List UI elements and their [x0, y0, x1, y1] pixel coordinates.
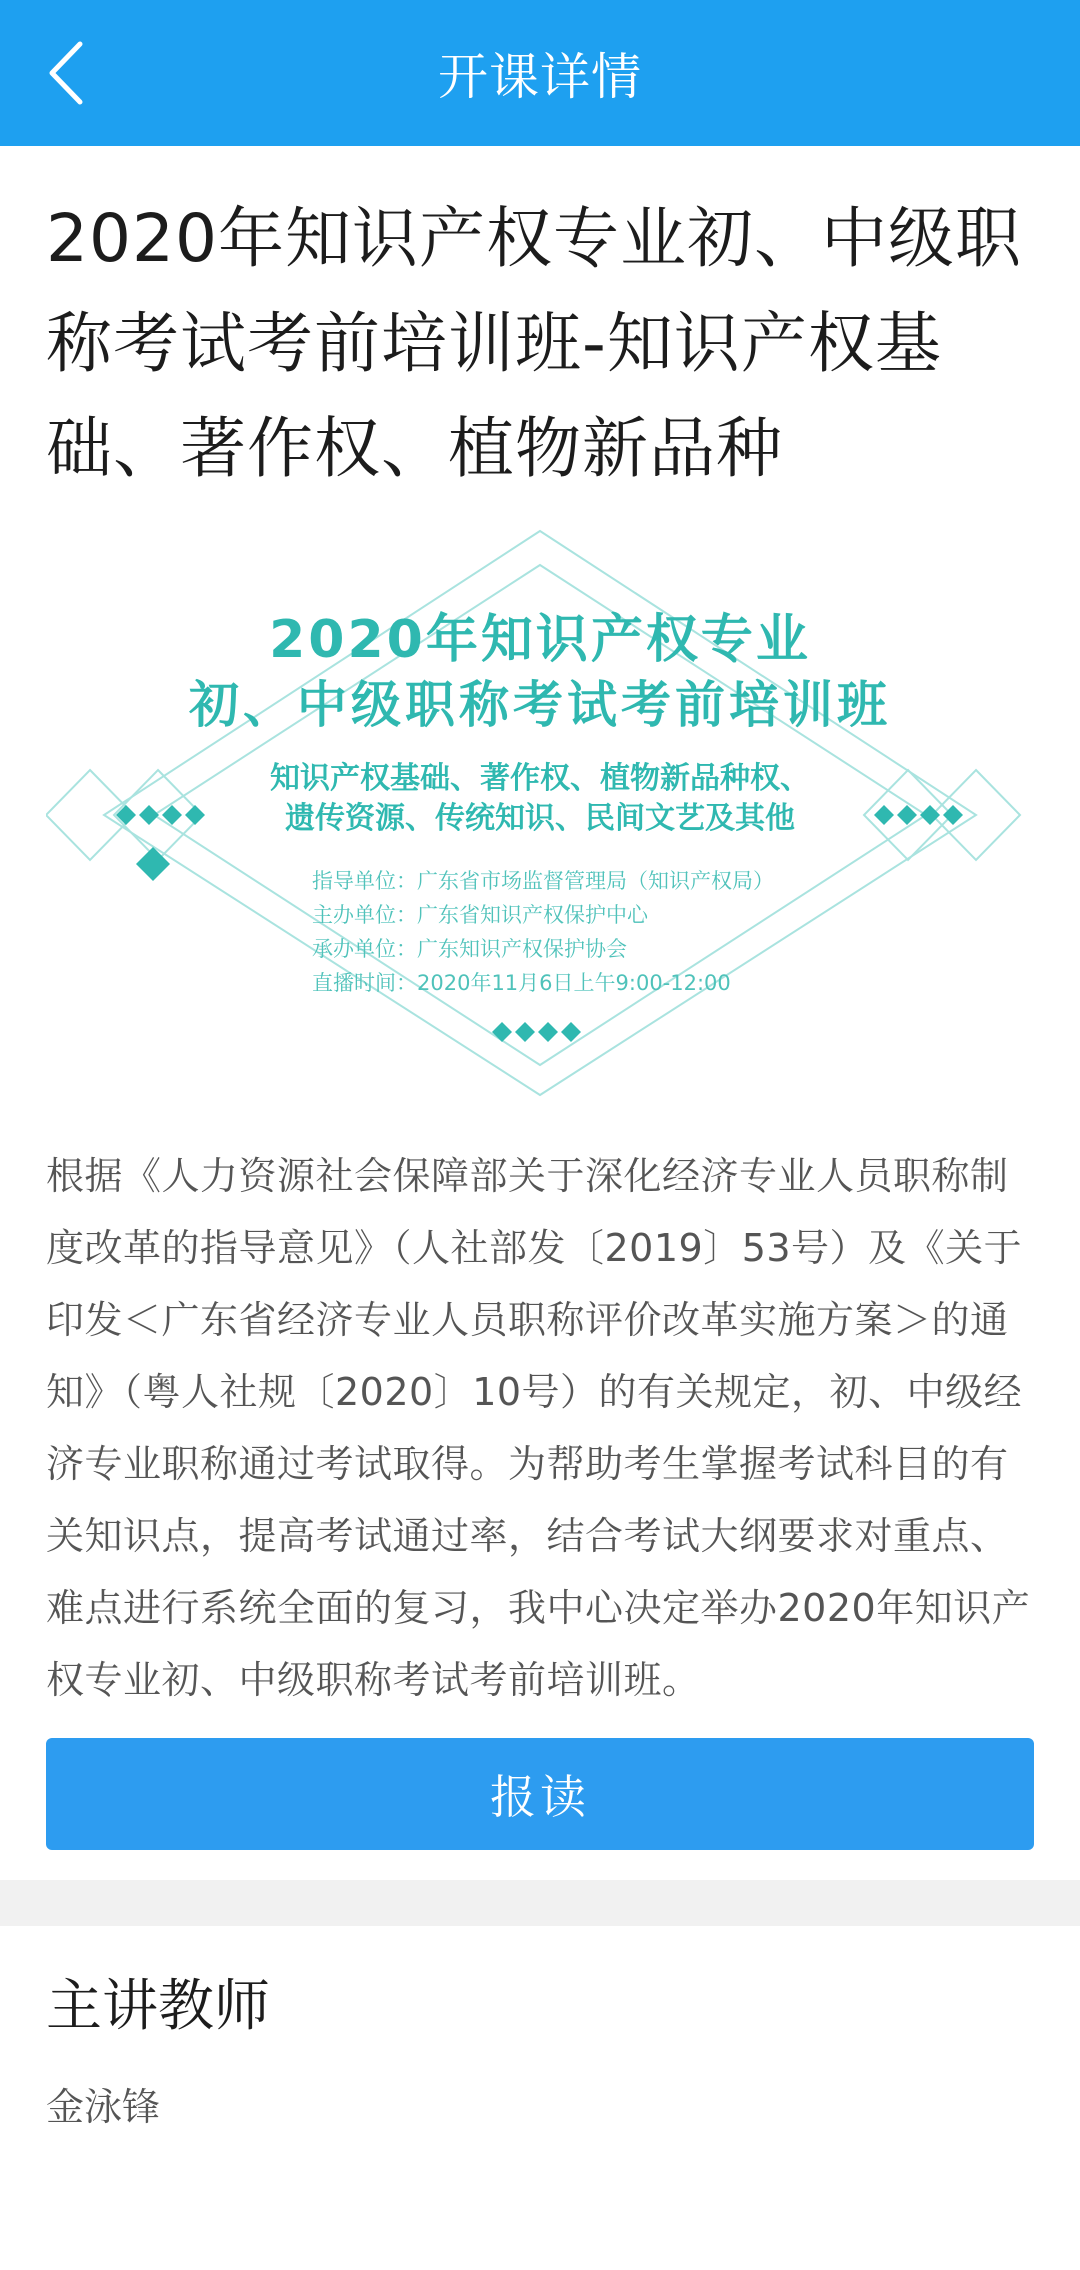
course-description: 根据《人力资源社会保障部关于深化经济专业人员职称制度改革的指导意见》（人社部发〔2019〕53号）及《关于印发＜广东省经济专业人员职称评价改革实施方案＞的通知》（粤人社规〔2020〕10号）的有关规定，初、中级经济专业职称通过考试取得。为帮助考生掌握考试科目的有关知识点，提高考试通过率，结合考试大纲要求对重点、难点进行系统全面的复习，我中心决定举办2020年知识产权专业初、中级职称考试考前培训班。 [46, 1154, 1031, 1702]
teacher-name: 金泳锋 [46, 2085, 161, 2129]
banner-info-guide: 指导单位：广东省市场监督管理局（知识产权局） [312, 869, 774, 893]
enroll-button[interactable]: 报读 [46, 1738, 1034, 1850]
app-bar [0, 0, 1080, 146]
teacher-heading: 主讲教师 [46, 1974, 270, 2039]
chevron-left-icon [46, 38, 86, 108]
section-divider [0, 1880, 1080, 1926]
banner-subtitle-line2: 遗传资源、传统知识、民间文艺及其他 [285, 801, 795, 836]
course-detail [0, 186, 1080, 1850]
banner-subtitle-line1: 知识产权基础、著作权、植物新品种权、 [270, 761, 810, 796]
banner-title-line2: 初、中级职称考试考前培训班 [189, 676, 891, 734]
course-banner-image [46, 525, 1034, 1100]
banner-info-organizer: 承办单位：广东知识产权保护协会 [312, 937, 627, 961]
page-title: 开课详情 [438, 48, 642, 106]
banner-title-line1: 2020年知识产权专业 [269, 610, 811, 670]
teacher-section [0, 1926, 1080, 2131]
back-button[interactable] [28, 35, 104, 111]
banner-info-host: 主办单位：广东省知识产权保护中心 [312, 903, 648, 927]
banner-info-time: 直播时间：2020年11月6日上午9:00-12:00 [312, 971, 731, 995]
course-title: 2020年知识产权专业初、中级职称考试考前培训班-知识产权基础、著作权、植物新品种 [46, 200, 1022, 487]
